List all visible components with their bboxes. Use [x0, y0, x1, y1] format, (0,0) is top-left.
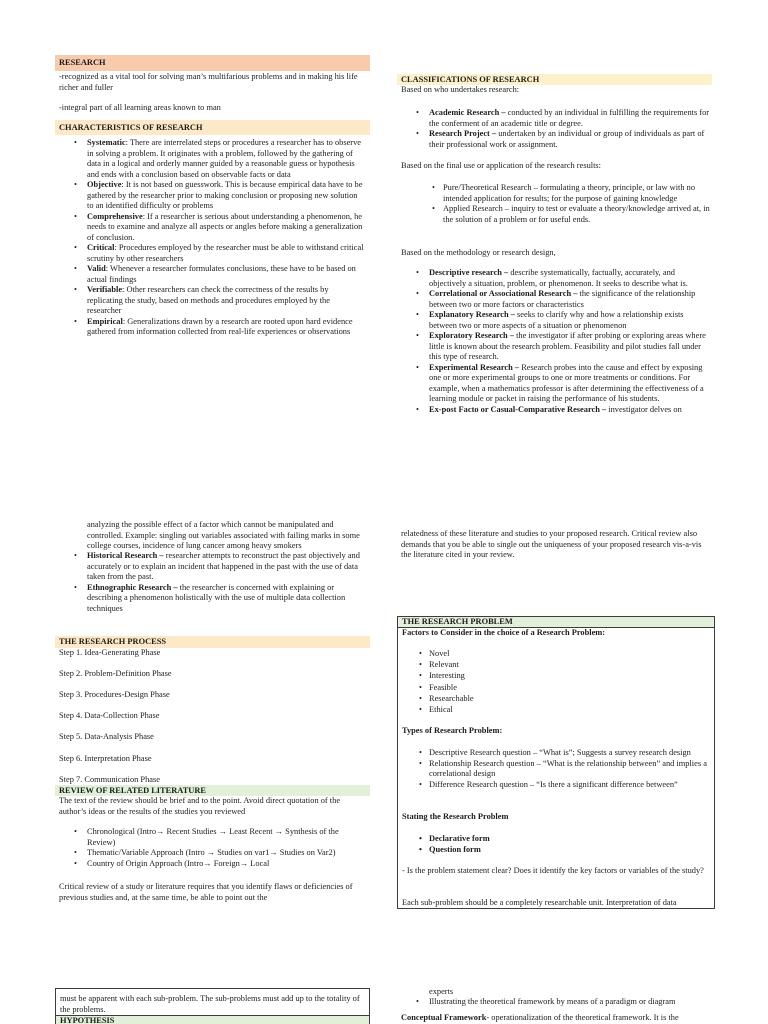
item-term: Objective: [87, 180, 122, 189]
list-item: [397, 363, 710, 405]
item-text: : It is not based on guesswork. This is because empirical data have to be gathered by the researcher prior to making conclusion or proposing new solution to an identified difficulty or problems: [87, 180, 363, 210]
by-who-list: [397, 108, 714, 150]
item-term: Exploratory Research –: [429, 331, 514, 340]
list-item: [397, 310, 710, 331]
by-use-label: Based on the final use or application of the research results:: [401, 161, 602, 170]
list-item: [397, 331, 710, 363]
types-label: Types of Research Problem:: [402, 726, 503, 735]
item-term: Descriptive research –: [429, 268, 509, 277]
item-text: : Whenever a researcher formulates conclusions, these have to be based on actual findings: [87, 264, 356, 284]
list-item: [397, 405, 710, 416]
list-item: [55, 180, 366, 212]
list-item: [397, 108, 710, 129]
process-step: Step 2. Problem-Definition Phase: [59, 669, 172, 678]
item-text: conducted by an individual in fulfilling the requirements for the conferment of an academic title or degree.: [429, 108, 710, 128]
item-text: undertaken by an individual or group of individuals as part of their professional work or assignment.: [429, 129, 705, 149]
research-problem-heading: THE RESEARCH PROBLEM: [398, 617, 714, 628]
item-term: Academic Research –: [429, 108, 506, 117]
forms-list: [398, 834, 714, 855]
list-item: [55, 264, 366, 285]
list-item: • Researchable: [398, 693, 710, 704]
sub-problem-note-continued: must be apparent with each sub-problem. The sub-problems must add up to the totality of the problems.: [60, 994, 360, 1014]
list-item: • Novel: [398, 648, 710, 659]
list-item: • Country of Origin Approach (Intro→ Foreign→ Local: [55, 859, 366, 870]
list-item: • Descriptive Research question – “What is”; Suggests a survey research design: [398, 748, 710, 759]
conceptual-framework-line: [397, 1013, 714, 1024]
item-term: Correlational or Associational Research –: [429, 289, 578, 298]
item-text: seeks to clarify why and how a relationship exists between two or more aspects of a situation or phenomenon: [429, 310, 684, 330]
review-heading: REVIEW OF RELATED LITERATURE: [55, 785, 370, 796]
item-term: Critical: [87, 243, 115, 252]
list-item: • Declarative form: [398, 834, 710, 845]
by-method-more-list: [55, 551, 370, 614]
process-step: Step 7. Communication Phase: [59, 775, 160, 784]
item-text: : Other researchers can check the correctness of the results by replicating the study, based on methods and procedures employed by the researcher: [87, 285, 330, 315]
list-item: [55, 243, 366, 264]
item-text: : If a researcher is serious about understanding a phenomenon, he needs to examine and analyze all aspects or angles before making a generalization of conclusion.: [87, 211, 363, 242]
process-step: Step 4. Data-Collection Phase: [59, 711, 160, 720]
process-step: Step 6. Interpretation Phase: [59, 754, 152, 763]
item-term: Ethnographic Research –: [87, 582, 178, 592]
item-term: Explanatory Research –: [429, 310, 515, 319]
item-text: investigator delves on: [606, 404, 682, 414]
list-item: • Ethical: [398, 704, 710, 715]
list-item: • Applied Research – inquiry to test or evaluate a theory/knowledge arrived at, in the solution of a problem or for useful ends.: [397, 204, 710, 225]
list-item: • Difference Research question – “Is there a significant difference between”: [398, 780, 710, 791]
by-method-list: [397, 268, 714, 415]
characteristics-list: [55, 138, 370, 338]
item-text: the investigator if after probing or exploring areas where little is known about the research problem. Feasibility and pilot studies fall under this type of research.: [429, 331, 706, 361]
research-definition: -recognized as a vital tool for solving man’s multifarious problems and in making his life richer and fuller: [59, 72, 358, 92]
item-text: : There are interrelated steps or procedures a researcher has to observe in solving a problem. It originates with a problem, followed by the gathering of data in a logical and orderly manner guided by a reasonable guess or hypothesis and ends with a conclusion based on observable facts or data: [87, 138, 362, 179]
process-step: Step 3. Procedures-Design Phase: [59, 690, 170, 699]
list-item: [55, 138, 366, 180]
item-term: Experimental Research –: [429, 362, 520, 372]
by-method-label: Based on the methodology or research design,: [401, 248, 556, 257]
research-note: -integral part of all learning areas known to man: [59, 103, 221, 112]
problem-check-question: - Is the problem statement clear? Does it identify the key factors or variables of the study?: [402, 866, 704, 875]
stating-label: Stating the Research Problem: [402, 812, 509, 821]
item-text: researcher attempts to reconstruct the past objectively and accurately or to explain an incident that happened in the past with the use of data taken from the past.: [87, 551, 360, 581]
research-problem-box-continued: [55, 988, 370, 1024]
list-item: • Interesting: [398, 670, 710, 681]
types-list: [398, 748, 714, 791]
characteristics-heading: CHARACTERISTICS OF RESEARCH: [55, 120, 370, 135]
review-approaches-list: [55, 827, 370, 869]
list-item: [397, 289, 710, 310]
hypothesis-heading: HYPOTHESIS: [56, 1015, 369, 1024]
list-item: • Relevant: [398, 659, 710, 670]
item-term: Verifiable: [87, 285, 123, 294]
item-text: : Generalizations drawn by a research are rooted upon hard evidence gathered from information collected from real-life experiences or observations: [87, 316, 353, 336]
by-use-list: [397, 183, 714, 225]
item-term: Valid: [87, 264, 106, 273]
list-item: [397, 268, 710, 289]
list-item: [55, 285, 366, 317]
item-text: the researcher is concerned with explaining or describing a phenomenon holistically with the use of multiple data collection techniques: [87, 582, 346, 613]
framework-list: [397, 997, 714, 1008]
list-item: [55, 551, 366, 583]
list-item: • Illustrating the theoretical framework by means of a paradigm or diagram: [397, 997, 710, 1008]
list-item: [397, 129, 710, 150]
research-heading: RESEARCH: [55, 55, 370, 71]
critical-review-continued: relatedness of these literature and studies to your proposed research. Critical review also demands that you be able to single out the uniqueness of your proposed research vis-a-vis the literature cited in your review.: [401, 529, 702, 559]
research-process-heading: THE RESEARCH PROCESS: [55, 636, 370, 648]
list-item: • Feasible: [398, 682, 710, 693]
item-term: Research Project –: [429, 129, 497, 138]
list-item: • Chronological (Intro→ Recent Studies → Least Recent → Synthesis of the Review): [55, 827, 366, 848]
list-item: [55, 583, 366, 615]
process-step: Step 5. Data-Analysis Phase: [59, 732, 154, 741]
factors-label: Factors to Consider in the choice of a Research Problem:: [402, 628, 606, 637]
item-text: Research probes into the cause and effect by exposing one or more experimental groups to one or more treatments or conditions. For example, when a mathematics professor is after determining the effectiveness of a learning module or packet in raising the performance of his students.: [429, 362, 704, 403]
item-text: the significance of the relationship between two or more factors or characteristics: [429, 289, 696, 309]
review-intro: The text of the review should be brief and to the point. Avoid direct quotation of the author’s ideas or the results of the studies you reviewed: [59, 796, 341, 816]
by-who-label: Based on who undertakes research:: [401, 85, 520, 94]
list-item: [55, 212, 366, 244]
critical-review-paragraph: Critical review of a study or literature requires that you identify flaws or deficiencies of previous studies and, at the same time, be able to point out the: [59, 882, 353, 902]
process-step: Step 1. Idea-Generating Phase: [59, 648, 161, 657]
list-item: • Pure/Theoretical Research – formulating a theory, principle, or law with no intended application for results; for the purpose of gaining knowledge: [397, 183, 710, 204]
research-problem-box: [397, 616, 715, 909]
sub-problem-note: Each sub-problem should be a completely researchable unit. Interpretation of data: [402, 898, 677, 907]
list-item: • Relationship Research question – “What is the relationship between” and implies a correlational design: [398, 759, 710, 780]
list-item: • Thematic/Variable Approach (Intro → Studies on var1→ Studies on Var2): [55, 848, 366, 859]
item-text: describe systematically, factually, accurately, and objectively a situation, problem, or phenomenon. It seeks to describe what is.: [429, 268, 688, 288]
item-term: Empirical: [87, 316, 123, 326]
classifications-heading: CLASSIFICATIONS OF RESEARCH: [397, 74, 712, 85]
factors-list: [398, 648, 714, 715]
item-text: : Procedures employed by the researcher must be able to withstand critical scrutiny by other researchers: [87, 243, 364, 263]
conceptual-framework-text: - operationalization of the theoretical framework. It is the: [486, 1013, 679, 1022]
item-term: Ex-post Facto or Casual-Comparative Research –: [429, 404, 607, 414]
list-item: • Question form: [398, 845, 710, 856]
item-term: Systematic: [87, 138, 126, 147]
item-term: Historical Research –: [87, 551, 164, 560]
list-item: [55, 317, 366, 338]
conceptual-framework-term: Conceptual Framework: [401, 1013, 487, 1022]
framework-item-continued: experts: [429, 987, 454, 996]
by-method-continued: analyzing the possible effect of a factor which cannot be manipulated and controlled. Example: singling out variables associated with failing marks in some college courses, incidence of lung cancer among heavy smokers: [87, 520, 360, 550]
item-term: Comprehensive: [87, 211, 143, 221]
